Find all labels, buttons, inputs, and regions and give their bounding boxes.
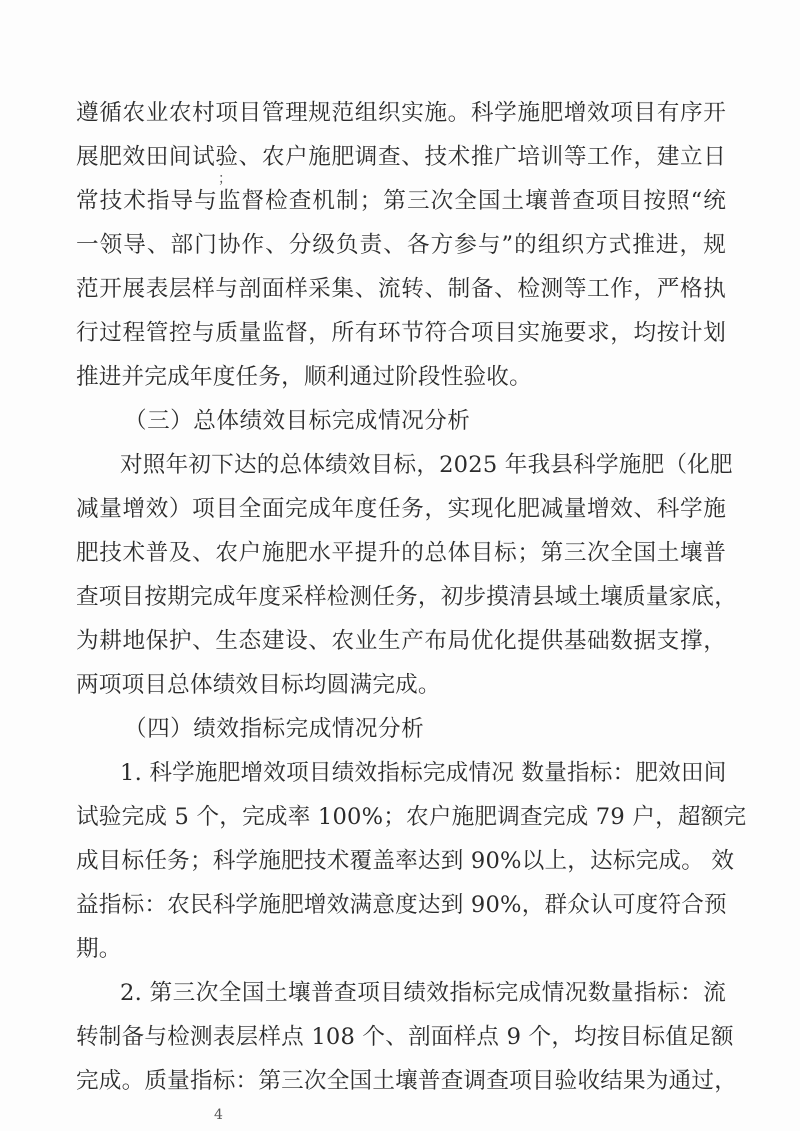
paragraph-line: 范开展表层样与剖面样采集、流转、制备、检测等工作，严格执 [76,276,726,302]
paragraph-line: 完成。质量指标：第三次全国土壤普查调查项目验收结果为通过， [76,1068,738,1094]
paragraph-line: 对照年初下达的总体绩效目标，2025 年我县科学施肥（化肥 [120,452,733,478]
paragraph-line: 展肥效田间试验、农户施肥调查、技术推广培训等工作，建立日 [76,144,726,170]
paragraph-line: 期。 [76,936,122,962]
paragraph-line: 1. 科学施肥增效项目绩效指标完成情况 数量指标：肥效田间 [120,760,727,786]
scan-mark: ； [218,171,232,187]
paragraph-line: 行过程管控与质量监督，所有环节符合项目实施要求，均按计划 [76,320,726,346]
paragraph-line: 常技术指导与监督检查机制；第三次全国土壤普查项目按照“统 [76,188,726,214]
paragraph-line: 查项目按期完成年度采样检测任务，初步摸清县域土壤质量家底， [76,584,738,610]
paragraph-line: 成目标任务；科学施肥技术覆盖率达到 90%以上，达标完成。 效 [76,848,735,874]
paragraph-line: 肥技术普及、农户施肥水平提升的总体目标；第三次全国土壤普 [76,540,726,566]
paragraph-line: 推进并完成年度任务，顺利通过阶段性验收。 [76,364,532,390]
paragraph-line: 试验完成 5 个，完成率 100%；农户施肥调查完成 79 户，超额完 [76,804,747,830]
paragraph-line: 减量增效）项目全面完成年度任务，实现化肥减量增效、科学施 [76,496,726,522]
page-mark: 4 [214,1107,223,1123]
section-heading: （四）绩效指标完成情况分析 [124,716,425,742]
paragraph-line: 转制备与检测表层样点 108 个、剖面样点 9 个，均按目标值足额 [76,1024,734,1050]
section-heading: （三）总体绩效目标完成情况分析 [124,408,471,434]
paragraph-line: 一领导、部门协作、分级负责、各方参与”的组织方式推进，规 [76,232,726,258]
paragraph-line: 为耕地保护、生态建设、农业生产布局优化提供基础数据支撑， [76,628,726,654]
paragraph-line: 益指标：农民科学施肥增效满意度达到 90%，群众认可度符合预 [76,892,727,918]
paragraph-line: 遵循农业农村项目管理规范组织实施。科学施肥增效项目有序开 [76,100,726,126]
paragraph-line: 2. 第三次全国土壤普查项目绩效指标完成情况数量指标：流 [120,980,726,1006]
paragraph-line: 两项项目总体绩效目标均圆满完成。 [76,672,441,698]
